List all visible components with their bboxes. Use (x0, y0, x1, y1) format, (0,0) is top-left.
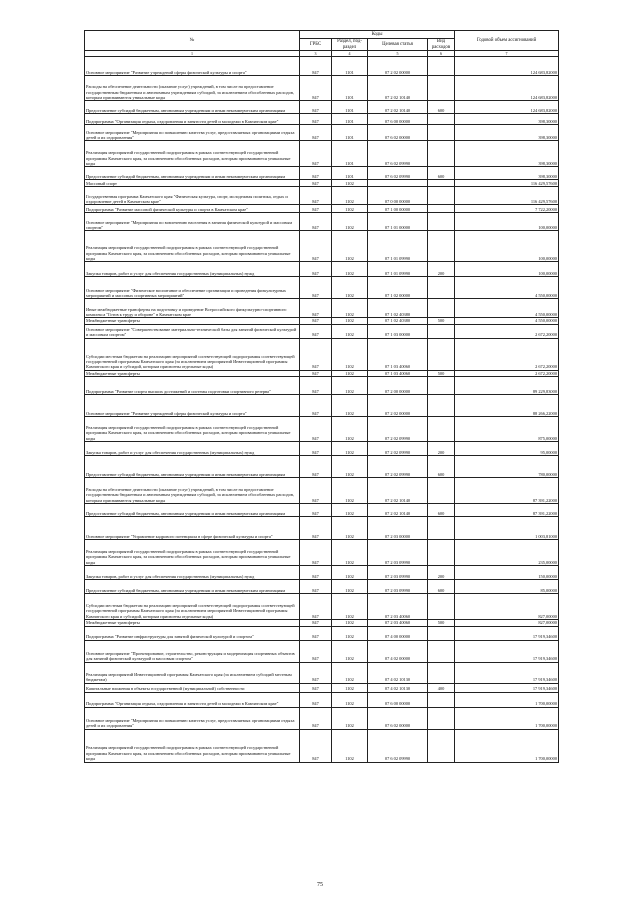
row-razdel: 1101 (332, 167, 368, 180)
row-razdel: 1101 (332, 125, 368, 141)
row-razdel: 1101 (332, 114, 368, 125)
row-target-article: 07 2 02 00000 (368, 395, 428, 417)
row-amount: 1 003,81000 (455, 517, 559, 540)
row-name: Расходы на обеспечение деятельности (оказание услуг) учреждений, в том числе на предоставление государственным бюджетным и автономным учреждениям субсидий, за исключением обособленных расходов, которым присваиваются уникальные коды (85, 76, 300, 101)
row-grbs: 847 (300, 456, 332, 478)
row-name: Основное мероприятие "Мероприятия по повышению качества услуг, предоставляемых организациями отдыха детей и их оздоровления" (85, 707, 300, 729)
row-name: Капитальные вложения в объекты государственной (муниципальной) собственности (85, 683, 300, 692)
row-amount: 780,00000 (455, 456, 559, 478)
table-row (85, 504, 559, 517)
row-name: Государственная программа Камчатского края "Физическая культура, спорт, молодежная политика, отдых и оздоровление детей в Камчатском крае" (85, 187, 300, 205)
row-amount: 116 429,57600 (455, 187, 559, 205)
row-amount: 116 429,57600 (455, 180, 559, 187)
table-row (85, 180, 559, 187)
row-expense-type (428, 338, 455, 370)
row-amount: 827,00000 (455, 620, 559, 626)
row-expense-type: 500 (428, 318, 455, 324)
row-razdel: 1102 (332, 417, 368, 442)
table-row (85, 580, 559, 594)
row-name: Основное мероприятие "Развитие учреждений сферы физической культуры и спорта" (85, 57, 300, 76)
row-razdel: 1102 (332, 456, 368, 478)
row-grbs: 847 (300, 205, 332, 213)
row-razdel: 1102 (332, 517, 368, 540)
table-row (85, 626, 559, 640)
row-name: Основное мероприятие "Управление кадрового потенциала в сфере физической культуры и спорта" (85, 517, 300, 540)
table-row (85, 213, 559, 231)
row-name: Реализация мероприятий государственной подпрограммы в рамках соответствующей государственной программы Камчатского края, за исключением обособленных расходов, которым присваиваются уникальные коды (85, 231, 300, 262)
table-row (85, 478, 559, 504)
row-grbs: 847 (300, 517, 332, 540)
row-target-article: 07 4 00 00000 (368, 626, 428, 640)
row-name: Реализация мероприятий государственной подпрограммы в рамках соответствующей государственной программы Камчатского края, за исключением обособленных расходов, которым присваиваются уникальные коды (85, 141, 300, 167)
row-name: Закупка товаров, работ и услуг для обеспечения государственных (муниципальных) нужд (85, 262, 300, 277)
row-grbs: 847 (300, 187, 332, 205)
row-target-article: 07 2 02 10140 (368, 76, 428, 101)
row-grbs: 847 (300, 729, 332, 762)
row-amount: 1 700,00000 (455, 729, 559, 762)
row-name: Субсидии местным бюджетам на реализацию мероприятий соответствующей подпрограммы соответствующей государственной программы Камчатского края (за исключением мероприятий Инвестиционной программы Камчатского края и субсидий, которым присвоены отдельные коды) (85, 338, 300, 370)
row-amount: 1 700,00000 (455, 707, 559, 729)
row-name: Основное мероприятие "Проектирование, строительство, реконструкция и модернизация спортивных объектов для занятий физической культурой и массовым спортом" (85, 640, 300, 662)
row-razdel: 1101 (332, 57, 368, 76)
row-expense-type (428, 417, 455, 442)
row-amount: 4 550,00000 (455, 277, 559, 299)
row-expense-type (428, 626, 455, 640)
row-target-article: 07 6 00 00000 (368, 692, 428, 707)
row-grbs: 847 (300, 640, 332, 662)
row-expense-type (428, 299, 455, 318)
row-grbs: 847 (300, 566, 332, 580)
row-expense-type: 500 (428, 370, 455, 376)
row-razdel: 1102 (332, 620, 368, 626)
row-expense-type (428, 180, 455, 187)
table-row (85, 540, 559, 566)
row-razdel: 1102 (332, 540, 368, 566)
row-target-article: 07 1 03 40060 (368, 338, 428, 370)
row-target-article: 07 1 01 09990 (368, 262, 428, 277)
row-razdel: 1101 (332, 76, 368, 101)
row-razdel: 1102 (332, 318, 368, 324)
row-grbs: 847 (300, 417, 332, 442)
row-expense-type (428, 729, 455, 762)
row-expense-type: 200 (428, 566, 455, 580)
row-expense-type: 200 (428, 262, 455, 277)
row-name: Подпрограмма "Развитие инфраструктуры для занятий физической культурой и спортом" (85, 626, 300, 640)
row-amount: 17 919,34600 (455, 626, 559, 640)
table-row (85, 417, 559, 442)
row-grbs: 847 (300, 594, 332, 620)
table-header (85, 31, 559, 57)
row-amount: 1 700,00000 (455, 692, 559, 707)
row-razdel: 1102 (332, 662, 368, 683)
row-razdel: 1101 (332, 141, 368, 167)
row-target-article: 07 2 03 09990 (368, 580, 428, 594)
row-razdel: 1102 (332, 504, 368, 517)
table-row (85, 707, 559, 729)
row-target-article: 07 6 02 09990 (368, 167, 428, 180)
row-name: Расходы на обеспечение деятельности (оказание услуг) учреждений, в том числе на предоставление государственным бюджетным и автономным учреждениям субсидий, за исключением обособленных расходов, которым присваиваются уникальные коды (85, 478, 300, 504)
table-row (85, 125, 559, 141)
row-target-article: 07 4 02 10130 (368, 662, 428, 683)
row-razdel: 1102 (332, 566, 368, 580)
row-name: Реализация мероприятий Инвестиционной программы Камчатского края (за исключением субсидий местным бюджетам) (85, 662, 300, 683)
row-grbs: 847 (300, 626, 332, 640)
row-name: Основное мероприятие "Развитие учреждений сферы физической культуры и спорта" (85, 395, 300, 417)
header-codes: Коды (300, 31, 455, 39)
row-razdel: 1102 (332, 707, 368, 729)
table-row (85, 277, 559, 299)
row-amount: 875,00000 (455, 417, 559, 442)
row-expense-type (428, 478, 455, 504)
table-row (85, 442, 559, 456)
row-grbs: 847 (300, 478, 332, 504)
colnum-5: 5 (368, 51, 428, 57)
row-expense-type (428, 395, 455, 417)
row-razdel: 1102 (332, 213, 368, 231)
header-celevaya: Целевая статья (368, 39, 428, 51)
row-target-article: 07 2 02 10140 (368, 478, 428, 504)
row-grbs: 847 (300, 299, 332, 318)
row-grbs: 847 (300, 125, 332, 141)
row-grbs: 847 (300, 318, 332, 324)
row-razdel: 1102 (332, 478, 368, 504)
colnum-1: 1 (85, 51, 300, 57)
row-target-article: 07 2 03 09990 (368, 566, 428, 580)
row-name: Реализация мероприятий государственной подпрограммы в рамках соответствующей государственной программы Камчатского края, за исключением обособленных расходов, которым присваиваются уникальные коды (85, 417, 300, 442)
budget-table (84, 30, 559, 763)
row-expense-type (428, 540, 455, 566)
row-target-article: 07 2 03 40060 (368, 594, 428, 620)
row-amount: 100,00000 (455, 231, 559, 262)
row-grbs: 847 (300, 707, 332, 729)
row-target-article: 07 6 02 00000 (368, 125, 428, 141)
row-target-article: 07 2 03 00000 (368, 517, 428, 540)
row-expense-type (428, 187, 455, 205)
row-grbs: 847 (300, 395, 332, 417)
row-target-article: 07 1 00 00000 (368, 205, 428, 213)
table-row (85, 338, 559, 370)
row-razdel: 1102 (332, 442, 368, 456)
row-name: Массовый спорт (85, 180, 300, 187)
row-expense-type: 600 (428, 504, 455, 517)
row-target-article: 07 1 02 40380 (368, 318, 428, 324)
row-amount: 7 722,20000 (455, 205, 559, 213)
row-grbs: 847 (300, 76, 332, 101)
row-name: Субсидии местным бюджетам на реализацию мероприятий соответствующей подпрограммы соответствующей государственной программы Камчатского края (за исключением мероприятий Инвестиционной программы Камчатского края и субсидий, которым присвоены отдельные коды) (85, 594, 300, 620)
table-row (85, 141, 559, 167)
row-grbs: 847 (300, 324, 332, 338)
row-grbs: 847 (300, 504, 332, 517)
table-body (85, 57, 559, 762)
row-expense-type (428, 125, 455, 141)
row-razdel: 1102 (332, 262, 368, 277)
row-target-article (368, 180, 428, 187)
colnum-3: 3 (300, 51, 332, 57)
row-grbs: 847 (300, 377, 332, 395)
row-expense-type (428, 692, 455, 707)
row-grbs: 847 (300, 57, 332, 76)
row-expense-type: 500 (428, 620, 455, 626)
row-razdel: 1101 (332, 101, 368, 114)
row-razdel: 1102 (332, 692, 368, 707)
row-target-article: 07 1 02 00000 (368, 277, 428, 299)
table-row (85, 377, 559, 395)
colnum-6: 6 (428, 51, 455, 57)
row-name: Межбюджетные трансферты (85, 318, 300, 324)
row-target-article: 07 1 01 00000 (368, 213, 428, 231)
row-expense-type (428, 231, 455, 262)
row-grbs: 847 (300, 370, 332, 376)
row-target-article: 07 1 02 40380 (368, 299, 428, 318)
row-amount: 827,00000 (455, 594, 559, 620)
header-num: № (189, 37, 195, 43)
table-row (85, 566, 559, 580)
row-razdel: 1102 (332, 180, 368, 187)
row-expense-type (428, 141, 455, 167)
table-row (85, 205, 559, 213)
row-expense-type: 600 (428, 101, 455, 114)
row-grbs: 847 (300, 580, 332, 594)
row-amount: 17 919,34600 (455, 640, 559, 662)
row-grbs: 847 (300, 180, 332, 187)
row-razdel: 1102 (332, 729, 368, 762)
row-amount: 85,00000 (455, 580, 559, 594)
row-razdel: 1102 (332, 640, 368, 662)
table-row (85, 456, 559, 478)
row-target-article: 07 2 02 10140 (368, 504, 428, 517)
header-grbs: ГРБС (300, 39, 332, 51)
row-amount: 2 672,20000 (455, 338, 559, 370)
row-razdel: 1102 (332, 683, 368, 692)
row-razdel: 1102 (332, 338, 368, 370)
table-row (85, 231, 559, 262)
row-amount: 398,30000 (455, 141, 559, 167)
table-row (85, 683, 559, 692)
row-amount: 2 672,20000 (455, 370, 559, 376)
row-name: Предоставление субсидий бюджетным, автономным учреждениям и иным некоммерческим организациям (85, 580, 300, 594)
row-target-article: 07 2 02 09990 (368, 417, 428, 442)
row-grbs: 847 (300, 662, 332, 683)
table-row (85, 76, 559, 101)
row-amount: 235,00000 (455, 540, 559, 566)
table-row (85, 262, 559, 277)
row-amount: 88 266,22000 (455, 395, 559, 417)
row-amount: 124 683,82000 (455, 57, 559, 76)
row-expense-type: 600 (428, 456, 455, 478)
row-name: Иные межбюджетные трансферты на подготовку и проведение Всероссийского физкультурно-спортивного комплекса "Готов к труду и обороне" в Камчатском крае (85, 299, 300, 318)
row-grbs: 847 (300, 231, 332, 262)
row-name: Реализация мероприятий государственной подпрограммы в рамках соответствующей государственной программы Камчатского края, за исключением обособленных расходов, которым присваиваются уникальные коды (85, 540, 300, 566)
table-row (85, 692, 559, 707)
row-name: Реализация мероприятий государственной подпрограммы в рамках соответствующей государственной программы Камчатского края, за исключением обособленных расходов, которым присваиваются уникальные коды (85, 729, 300, 762)
row-grbs: 847 (300, 620, 332, 626)
table-row (85, 662, 559, 683)
table-row (85, 729, 559, 762)
row-target-article: 07 6 00 00000 (368, 114, 428, 125)
row-amount: 2 672,20000 (455, 324, 559, 338)
row-amount: 124 683,82000 (455, 101, 559, 114)
row-target-article: 07 0 00 00000 (368, 187, 428, 205)
row-amount: 87 391,22000 (455, 504, 559, 517)
row-name: Предоставление субсидий бюджетным, автономным учреждениям и иным некоммерческим организациям (85, 504, 300, 517)
row-target-article: 07 4 02 10130 (368, 683, 428, 692)
row-grbs: 847 (300, 262, 332, 277)
table-row (85, 57, 559, 76)
row-name: Основное мероприятие "Мероприятия по повышению качества услуг, предоставляемых организациями отдыха детей и их оздоровления" (85, 125, 300, 141)
row-expense-type (428, 76, 455, 101)
row-amount: 17 919,34600 (455, 683, 559, 692)
row-razdel: 1102 (332, 231, 368, 262)
row-name: Основное мероприятие "Мероприятия по вовлечению населения в занятия физической культурой и массовым спортом" (85, 213, 300, 231)
row-razdel: 1102 (332, 299, 368, 318)
row-amount: 17 919,34600 (455, 662, 559, 683)
row-expense-type (428, 707, 455, 729)
header-razdel: Раздел, под-раздел (332, 39, 368, 51)
row-target-article: 07 6 02 09990 (368, 729, 428, 762)
row-name: Основное мероприятие "Физическое воспитание и обеспечение организации и проведения физкультурных мероприятий и массовых спортивных мероприятий" (85, 277, 300, 299)
table-row (85, 187, 559, 205)
row-amount: 87 391,22000 (455, 478, 559, 504)
row-name: Основное мероприятие "Совершенствование материально-технической базы для занятий физической культурой и массовым спортом" (85, 324, 300, 338)
table-row (85, 640, 559, 662)
row-expense-type (428, 324, 455, 338)
row-grbs: 847 (300, 114, 332, 125)
row-grbs: 847 (300, 442, 332, 456)
row-amount: 398,30000 (455, 167, 559, 180)
row-amount: 398,30000 (455, 125, 559, 141)
row-razdel: 1102 (332, 395, 368, 417)
table-row (85, 114, 559, 125)
row-grbs: 847 (300, 141, 332, 167)
colnum-7: 7 (455, 51, 559, 57)
row-razdel: 1102 (332, 187, 368, 205)
row-expense-type (428, 377, 455, 395)
row-amount: 4 550,00000 (455, 299, 559, 318)
table-row (85, 299, 559, 318)
row-razdel: 1102 (332, 626, 368, 640)
header-vid: Вид расходов (428, 39, 455, 51)
row-grbs: 847 (300, 167, 332, 180)
colnum-4: 4 (332, 51, 368, 57)
row-expense-type: 400 (428, 683, 455, 692)
row-target-article: 07 2 03 40060 (368, 620, 428, 626)
row-target-article: 07 2 02 09990 (368, 442, 428, 456)
row-razdel: 1102 (332, 370, 368, 376)
row-name: Предоставление субсидий бюджетным, автономным учреждениям и иным некоммерческим организациям (85, 456, 300, 478)
row-grbs: 847 (300, 101, 332, 114)
row-grbs: 847 (300, 692, 332, 707)
row-razdel: 1102 (332, 205, 368, 213)
row-name: Подпрограмма "Развитие массовой физической культуры и спорта в Камчатском крае" (85, 205, 300, 213)
row-target-article: 07 2 02 10140 (368, 101, 428, 114)
row-target-article: 07 2 00 00000 (368, 377, 428, 395)
row-amount: 398,30000 (455, 114, 559, 125)
row-name: Подпрограмма "Организация отдыха, оздоровления и занятости детей и молодежи в Камчатском крае" (85, 692, 300, 707)
row-expense-type (428, 662, 455, 683)
row-amount: 124 683,82000 (455, 76, 559, 101)
page-number: 75 (317, 882, 323, 888)
table-row (85, 167, 559, 180)
table-row (85, 517, 559, 540)
row-amount: 100,00000 (455, 262, 559, 277)
row-razdel: 1102 (332, 594, 368, 620)
row-name: Закупка товаров, работ и услуг для обеспечения государственных (муниципальных) нужд (85, 566, 300, 580)
table-row (85, 324, 559, 338)
row-amount: 100,00000 (455, 213, 559, 231)
row-name: Межбюджетные трансферты (85, 370, 300, 376)
row-target-article: 07 6 02 09990 (368, 141, 428, 167)
row-name: Закупка товаров, работ и услуг для обеспечения государственных (муниципальных) нужд (85, 442, 300, 456)
row-expense-type (428, 57, 455, 76)
row-name: Межбюджетные трансферты (85, 620, 300, 626)
row-target-article: 07 1 03 00000 (368, 324, 428, 338)
row-expense-type (428, 213, 455, 231)
table-row (85, 395, 559, 417)
row-expense-type (428, 205, 455, 213)
row-expense-type (428, 114, 455, 125)
row-name: Предоставление субсидий бюджетным, автономным учреждениям и иным некоммерческим организациям (85, 167, 300, 180)
row-expense-type (428, 517, 455, 540)
row-grbs: 847 (300, 338, 332, 370)
table-row (85, 101, 559, 114)
row-expense-type (428, 594, 455, 620)
row-expense-type: 200 (428, 442, 455, 456)
row-amount: 89 229,83000 (455, 377, 559, 395)
row-name: Подпрограмма "Развитие спорта высших достижений и системы подготовки спортивного резерва" (85, 377, 300, 395)
row-razdel: 1102 (332, 580, 368, 594)
row-amount: 95,00000 (455, 442, 559, 456)
row-grbs: 847 (300, 277, 332, 299)
row-name: Подпрограмма "Организация отдыха, оздоровления и занятости детей и молодежи в Камчатском крае" (85, 114, 300, 125)
row-target-article: 07 2 02 09990 (368, 456, 428, 478)
row-target-article: 07 4 02 00000 (368, 640, 428, 662)
row-grbs: 847 (300, 683, 332, 692)
row-grbs: 847 (300, 213, 332, 231)
row-expense-type (428, 640, 455, 662)
row-grbs: 847 (300, 540, 332, 566)
row-razdel: 1102 (332, 324, 368, 338)
row-expense-type (428, 277, 455, 299)
row-razdel: 1102 (332, 377, 368, 395)
row-name: Предоставление субсидий бюджетным, автономным учреждениям и иным некоммерческим организациям (85, 101, 300, 114)
header-name-column (85, 31, 300, 51)
row-target-article: 07 2 03 09990 (368, 540, 428, 566)
row-expense-type: 600 (428, 580, 455, 594)
row-amount: 150,00000 (455, 566, 559, 580)
table-row (85, 594, 559, 620)
row-razdel: 1102 (332, 277, 368, 299)
header-annual-volume: Годовой объем ассигнований (455, 31, 559, 51)
row-target-article: 07 1 01 09990 (368, 231, 428, 262)
row-target-article: 07 6 02 00000 (368, 707, 428, 729)
row-target-article: 07 2 02 00000 (368, 57, 428, 76)
row-amount: 4 550,00000 (455, 318, 559, 324)
row-expense-type: 600 (428, 167, 455, 180)
row-target-article: 07 1 03 40060 (368, 370, 428, 376)
